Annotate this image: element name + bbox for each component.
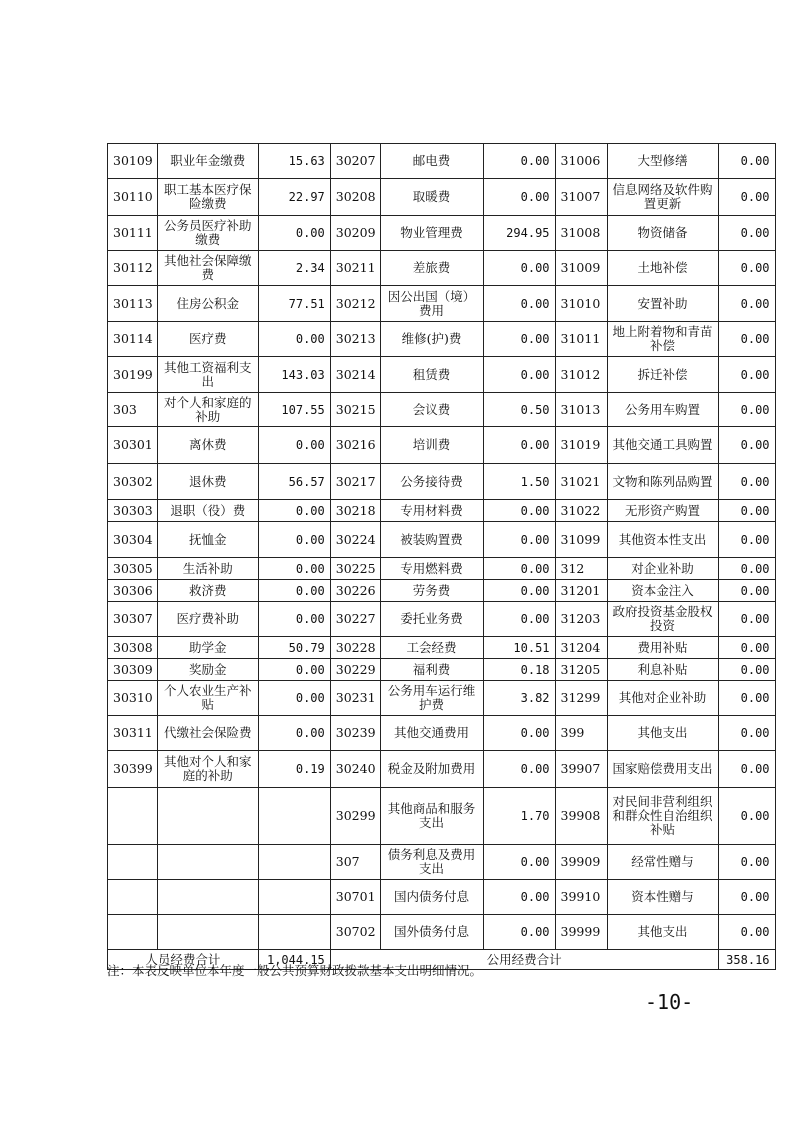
name-cell: 土地补偿 — [607, 251, 718, 286]
code-cell — [108, 845, 158, 880]
amount-cell: 0.00 — [718, 464, 775, 500]
name-cell: 安置补助 — [607, 286, 718, 322]
code-cell: 30229 — [330, 659, 380, 681]
code-cell: 30225 — [330, 558, 380, 580]
name-cell: 维修(护)费 — [380, 322, 483, 357]
amount-cell: 0.00 — [258, 659, 330, 681]
table-row — [108, 322, 776, 357]
amount-cell: 10.51 — [483, 637, 555, 659]
code-cell: 30302 — [108, 464, 158, 500]
amount-cell: 0.18 — [483, 659, 555, 681]
public-total-value: 358.16 — [718, 950, 775, 970]
amount-cell: 0.00 — [483, 144, 555, 179]
amount-cell: 143.03 — [258, 357, 330, 393]
amount-cell: 0.00 — [718, 357, 775, 393]
name-cell — [157, 880, 258, 915]
code-cell: 30305 — [108, 558, 158, 580]
table-row — [108, 637, 776, 659]
name-cell: 生活补助 — [157, 558, 258, 580]
code-cell: 30310 — [108, 681, 158, 716]
name-cell — [157, 915, 258, 950]
name-cell: 工会经费 — [380, 637, 483, 659]
amount-cell: 0.00 — [483, 915, 555, 950]
table-row — [108, 216, 776, 251]
code-cell — [108, 788, 158, 845]
code-cell: 30303 — [108, 500, 158, 522]
amount-cell: 15.63 — [258, 144, 330, 179]
name-cell: 对个人和家庭的补助 — [157, 393, 258, 427]
name-cell: 专用材料费 — [380, 500, 483, 522]
name-cell: 其他工资福利支出 — [157, 357, 258, 393]
table-row — [108, 580, 776, 602]
table-row — [108, 393, 776, 427]
amount-cell: 0.00 — [718, 522, 775, 558]
public-total-label: 公用经费合计 — [330, 950, 718, 970]
amount-cell: 1.70 — [483, 788, 555, 845]
amount-cell — [258, 788, 330, 845]
amount-cell: 0.00 — [483, 845, 555, 880]
code-cell: 31299 — [555, 681, 607, 716]
name-cell: 助学金 — [157, 637, 258, 659]
amount-cell: 0.00 — [718, 322, 775, 357]
code-cell: 30112 — [108, 251, 158, 286]
code-cell: 39910 — [555, 880, 607, 915]
name-cell: 拆迁补偿 — [607, 357, 718, 393]
code-cell: 31008 — [555, 216, 607, 251]
code-cell: 31205 — [555, 659, 607, 681]
name-cell — [157, 788, 258, 845]
amount-cell: 0.00 — [258, 716, 330, 751]
code-cell: 30224 — [330, 522, 380, 558]
table-footnote: 注：本表反映单位本年度一般公共预算财政拨款基本支出明细情况。 — [107, 963, 483, 978]
name-cell: 大型修缮 — [607, 144, 718, 179]
page-number: -10- — [645, 990, 694, 1014]
table-row — [108, 522, 776, 558]
amount-cell: 0.00 — [483, 580, 555, 602]
table-row — [108, 880, 776, 915]
table-row — [108, 602, 776, 637]
name-cell: 委托业务费 — [380, 602, 483, 637]
code-cell: 30214 — [330, 357, 380, 393]
name-cell: 无形资产购置 — [607, 500, 718, 522]
amount-cell — [258, 845, 330, 880]
code-cell: 30309 — [108, 659, 158, 681]
code-cell: 30306 — [108, 580, 158, 602]
amount-cell: 0.00 — [718, 251, 775, 286]
code-cell: 30308 — [108, 637, 158, 659]
code-cell: 31013 — [555, 393, 607, 427]
name-cell: 奖励金 — [157, 659, 258, 681]
table-row — [108, 845, 776, 880]
amount-cell: 0.00 — [483, 179, 555, 216]
amount-cell: 0.00 — [258, 216, 330, 251]
expenditure-detail-table — [107, 143, 776, 970]
name-cell: 其他对企业补助 — [607, 681, 718, 716]
personnel-total-value: 1,044.15 — [258, 950, 330, 970]
amount-cell: 0.00 — [718, 427, 775, 464]
name-cell: 利息补贴 — [607, 659, 718, 681]
name-cell: 专用燃料费 — [380, 558, 483, 580]
name-cell: 因公出国（境）费用 — [380, 286, 483, 322]
amount-cell: 0.00 — [718, 500, 775, 522]
code-cell: 39999 — [555, 915, 607, 950]
name-cell: 租赁费 — [380, 357, 483, 393]
table-row — [108, 716, 776, 751]
name-cell: 公务用车购置 — [607, 393, 718, 427]
name-cell: 公务员医疗补助缴费 — [157, 216, 258, 251]
name-cell: 个人农业生产补贴 — [157, 681, 258, 716]
name-cell: 其他对个人和家庭的补助 — [157, 751, 258, 788]
code-cell: 30208 — [330, 179, 380, 216]
code-cell: 30215 — [330, 393, 380, 427]
name-cell: 退职（役）费 — [157, 500, 258, 522]
code-cell: 31010 — [555, 286, 607, 322]
amount-cell: 1.50 — [483, 464, 555, 500]
name-cell: 其他社会保障缴费 — [157, 251, 258, 286]
name-cell: 差旅费 — [380, 251, 483, 286]
amount-cell: 0.00 — [258, 558, 330, 580]
name-cell: 对民间非营利组织和群众性自治组织补贴 — [607, 788, 718, 845]
amount-cell: 56.57 — [258, 464, 330, 500]
code-cell: 307 — [330, 845, 380, 880]
amount-cell: 0.00 — [483, 751, 555, 788]
amount-cell: 0.00 — [718, 716, 775, 751]
name-cell: 医疗费 — [157, 322, 258, 357]
name-cell: 对企业补助 — [607, 558, 718, 580]
amount-cell: 0.00 — [483, 357, 555, 393]
code-cell: 30109 — [108, 144, 158, 179]
amount-cell: 0.00 — [718, 602, 775, 637]
table-row — [108, 144, 776, 179]
name-cell: 会议费 — [380, 393, 483, 427]
code-cell: 30209 — [330, 216, 380, 251]
table-row — [108, 286, 776, 322]
code-cell: 39909 — [555, 845, 607, 880]
code-cell: 30110 — [108, 179, 158, 216]
name-cell: 培训费 — [380, 427, 483, 464]
code-cell: 31021 — [555, 464, 607, 500]
name-cell: 公务接待费 — [380, 464, 483, 500]
amount-cell: 0.00 — [258, 681, 330, 716]
code-cell: 303 — [108, 393, 158, 427]
code-cell: 30311 — [108, 716, 158, 751]
name-cell: 邮电费 — [380, 144, 483, 179]
amount-cell: 0.00 — [718, 216, 775, 251]
amount-cell: 0.00 — [483, 286, 555, 322]
amount-cell: 0.00 — [718, 637, 775, 659]
amount-cell: 22.97 — [258, 179, 330, 216]
amount-cell: 0.00 — [718, 788, 775, 845]
code-cell: 30299 — [330, 788, 380, 845]
table-row — [108, 788, 776, 845]
amount-cell: 0.00 — [718, 393, 775, 427]
code-cell: 31201 — [555, 580, 607, 602]
amount-cell: 0.00 — [483, 558, 555, 580]
name-cell: 福利费 — [380, 659, 483, 681]
name-cell: 物资储备 — [607, 216, 718, 251]
name-cell: 其他交通费用 — [380, 716, 483, 751]
code-cell: 30113 — [108, 286, 158, 322]
name-cell: 其他支出 — [607, 716, 718, 751]
amount-cell: 0.50 — [483, 393, 555, 427]
amount-cell: 0.19 — [258, 751, 330, 788]
amount-cell: 0.00 — [718, 286, 775, 322]
name-cell: 职工基本医疗保险缴费 — [157, 179, 258, 216]
name-cell: 其他资本性支出 — [607, 522, 718, 558]
name-cell: 债务利息及费用支出 — [380, 845, 483, 880]
amount-cell: 0.00 — [718, 915, 775, 950]
name-cell: 其他商品和服务支出 — [380, 788, 483, 845]
name-cell: 税金及附加费用 — [380, 751, 483, 788]
amount-cell: 0.00 — [258, 580, 330, 602]
amount-cell: 0.00 — [258, 522, 330, 558]
amount-cell: 3.82 — [483, 681, 555, 716]
name-cell: 国外债务付息 — [380, 915, 483, 950]
code-cell: 30211 — [330, 251, 380, 286]
code-cell: 30227 — [330, 602, 380, 637]
code-cell: 31022 — [555, 500, 607, 522]
code-cell: 31012 — [555, 357, 607, 393]
amount-cell: 0.00 — [258, 322, 330, 357]
code-cell: 31099 — [555, 522, 607, 558]
table-row — [108, 500, 776, 522]
amount-cell: 0.00 — [483, 880, 555, 915]
amount-cell: 0.00 — [718, 144, 775, 179]
code-cell: 30307 — [108, 602, 158, 637]
code-cell: 30111 — [108, 216, 158, 251]
code-cell: 30114 — [108, 322, 158, 357]
amount-cell: 0.00 — [258, 602, 330, 637]
code-cell: 31204 — [555, 637, 607, 659]
name-cell: 文物和陈列品购置 — [607, 464, 718, 500]
table-row — [108, 681, 776, 716]
table-row — [108, 464, 776, 500]
code-cell: 30228 — [330, 637, 380, 659]
name-cell: 抚恤金 — [157, 522, 258, 558]
name-cell: 离休费 — [157, 427, 258, 464]
amount-cell: 107.55 — [258, 393, 330, 427]
amount-cell: 0.00 — [718, 558, 775, 580]
amount-cell: 50.79 — [258, 637, 330, 659]
code-cell: 39908 — [555, 788, 607, 845]
code-cell: 30199 — [108, 357, 158, 393]
code-cell: 399 — [555, 716, 607, 751]
code-cell — [108, 880, 158, 915]
amount-cell: 0.00 — [718, 845, 775, 880]
table-row — [108, 659, 776, 681]
code-cell: 30217 — [330, 464, 380, 500]
amount-cell: 0.00 — [483, 322, 555, 357]
amount-cell: 0.00 — [718, 659, 775, 681]
code-cell: 31203 — [555, 602, 607, 637]
name-cell: 取暖费 — [380, 179, 483, 216]
code-cell: 30399 — [108, 751, 158, 788]
code-cell: 30216 — [330, 427, 380, 464]
amount-cell: 0.00 — [483, 522, 555, 558]
name-cell: 国内债务付息 — [380, 880, 483, 915]
personnel-total-label: 人员经费合计 — [108, 950, 259, 970]
amount-cell: 0.00 — [483, 427, 555, 464]
name-cell: 劳务费 — [380, 580, 483, 602]
amount-cell: 0.00 — [718, 580, 775, 602]
code-cell: 31006 — [555, 144, 607, 179]
code-cell: 31019 — [555, 427, 607, 464]
name-cell: 其他支出 — [607, 915, 718, 950]
name-cell: 资本性赠与 — [607, 880, 718, 915]
amount-cell: 0.00 — [718, 179, 775, 216]
table-row — [108, 357, 776, 393]
code-cell: 30213 — [330, 322, 380, 357]
name-cell: 退休费 — [157, 464, 258, 500]
name-cell: 其他交通工具购置 — [607, 427, 718, 464]
code-cell: 30226 — [330, 580, 380, 602]
table-row — [108, 179, 776, 216]
amount-cell: 2.34 — [258, 251, 330, 286]
code-cell: 30218 — [330, 500, 380, 522]
table-row — [108, 427, 776, 464]
amount-cell: 0.00 — [258, 500, 330, 522]
name-cell: 被装购置费 — [380, 522, 483, 558]
table-row — [108, 251, 776, 286]
amount-cell: 0.00 — [258, 427, 330, 464]
code-cell — [108, 915, 158, 950]
amount-cell: 0.00 — [483, 716, 555, 751]
name-cell: 信息网络及软件购置更新 — [607, 179, 718, 216]
amount-cell: 0.00 — [718, 681, 775, 716]
name-cell: 物业管理费 — [380, 216, 483, 251]
code-cell: 30240 — [330, 751, 380, 788]
name-cell: 资本金注入 — [607, 580, 718, 602]
name-cell: 国家赔偿费用支出 — [607, 751, 718, 788]
table-body — [108, 144, 776, 970]
amount-cell — [258, 915, 330, 950]
amount-cell: 0.00 — [718, 751, 775, 788]
amount-cell: 0.00 — [718, 880, 775, 915]
amount-cell: 294.95 — [483, 216, 555, 251]
name-cell: 住房公积金 — [157, 286, 258, 322]
code-cell: 31009 — [555, 251, 607, 286]
amount-cell: 0.00 — [483, 251, 555, 286]
name-cell: 地上附着物和青苗补偿 — [607, 322, 718, 357]
amount-cell: 0.00 — [483, 602, 555, 637]
name-cell: 政府投资基金股权投资 — [607, 602, 718, 637]
code-cell: 30239 — [330, 716, 380, 751]
code-cell: 312 — [555, 558, 607, 580]
code-cell: 31007 — [555, 179, 607, 216]
code-cell: 30212 — [330, 286, 380, 322]
code-cell: 39907 — [555, 751, 607, 788]
amount-cell: 0.00 — [483, 500, 555, 522]
code-cell: 30702 — [330, 915, 380, 950]
amount-cell: 77.51 — [258, 286, 330, 322]
code-cell: 30231 — [330, 681, 380, 716]
name-cell: 医疗费补助 — [157, 602, 258, 637]
table-row — [108, 558, 776, 580]
code-cell: 30301 — [108, 427, 158, 464]
table-row — [108, 751, 776, 788]
amount-cell — [258, 880, 330, 915]
name-cell: 职业年金缴费 — [157, 144, 258, 179]
code-cell: 30207 — [330, 144, 380, 179]
name-cell: 经常性赠与 — [607, 845, 718, 880]
name-cell: 费用补贴 — [607, 637, 718, 659]
name-cell — [157, 845, 258, 880]
code-cell: 30701 — [330, 880, 380, 915]
code-cell: 30304 — [108, 522, 158, 558]
table-row — [108, 915, 776, 950]
name-cell: 代缴社会保险费 — [157, 716, 258, 751]
name-cell: 救济费 — [157, 580, 258, 602]
name-cell: 公务用车运行维护费 — [380, 681, 483, 716]
code-cell: 31011 — [555, 322, 607, 357]
